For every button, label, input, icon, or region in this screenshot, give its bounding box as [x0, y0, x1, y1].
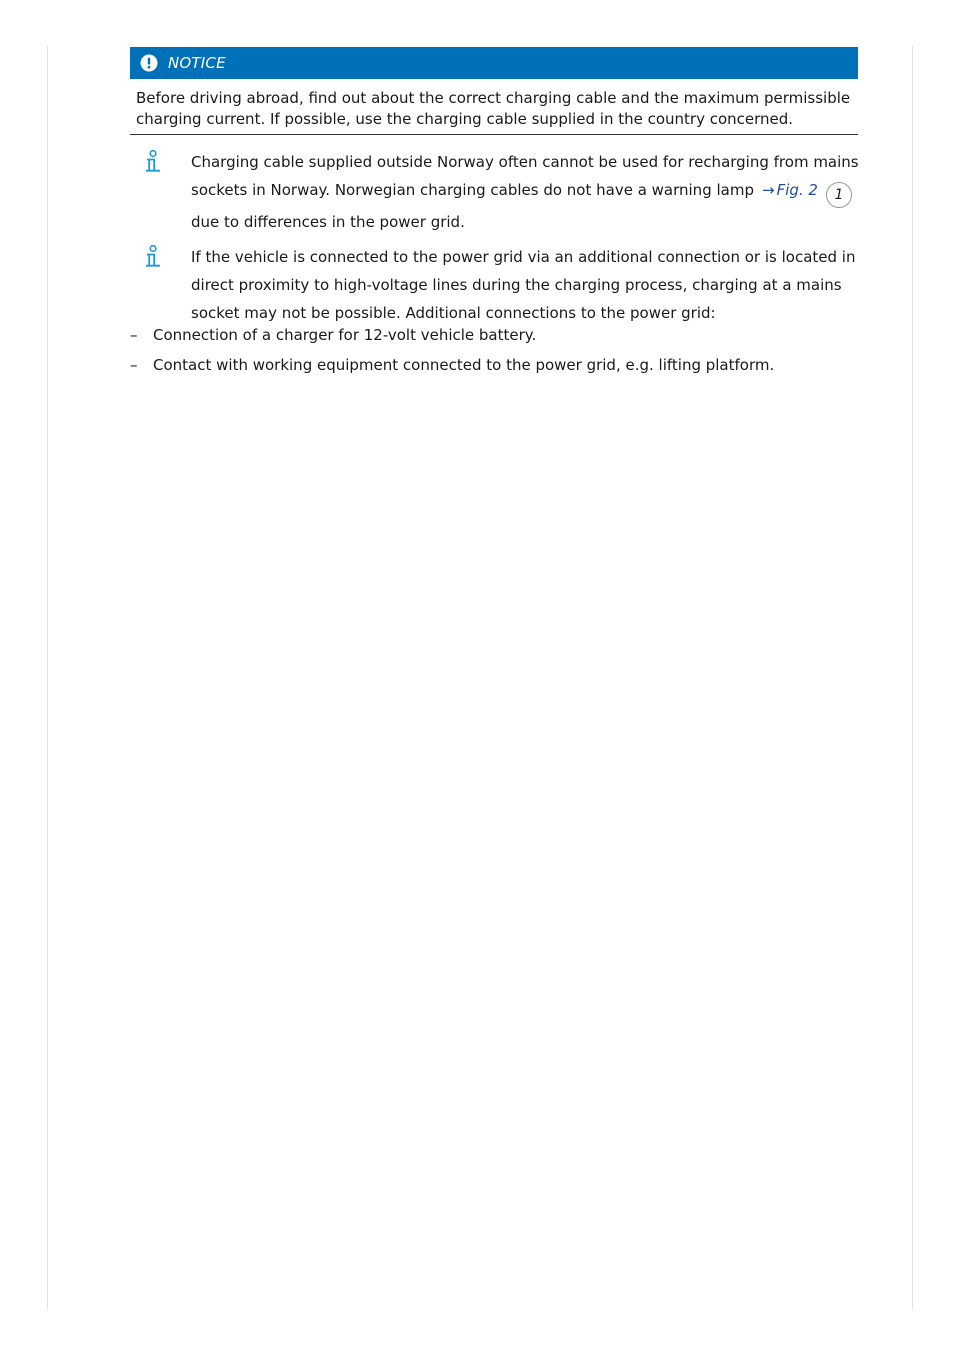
info-note-text — [191, 148, 860, 236]
page-margin-left — [47, 46, 48, 1310]
figure-reference-link[interactable] — [754, 181, 852, 203]
list-item — [130, 350, 850, 380]
info-note — [140, 148, 860, 236]
info-note-text-before: Charging cable supplied outside Norway often cannot be used for recharging from mains sockets in Norway. Norwegian charging cables do not have a warning lamp — [191, 153, 859, 199]
bullet-list — [130, 320, 850, 380]
info-note-text: If the vehicle is connected to the power grid via an additional connection or is located in direct proximity to high-voltage lines during the charging process, charging at a mains socket may not be possible. Additional connections to the power grid: — [191, 248, 856, 322]
info-icon — [144, 150, 162, 174]
arrow-right-icon: → — [761, 181, 775, 199]
info-icon — [144, 245, 162, 269]
exclamation-icon — [140, 54, 158, 72]
callout-number: 1 — [826, 182, 852, 208]
info-note — [140, 243, 860, 327]
list-item-text: Connection of a charger for 12-volt vehicle battery. — [153, 326, 537, 344]
list-item — [130, 320, 850, 350]
info-note-text-after: due to differences in the power grid. — [191, 213, 465, 231]
page-margin-right — [912, 46, 913, 1310]
notice-box — [130, 47, 858, 135]
figure-reference-label: Fig. 2 — [776, 181, 818, 199]
list-marker: – — [130, 356, 138, 374]
notice-header — [130, 47, 858, 79]
notice-title: NOTICE — [168, 54, 226, 72]
list-item-text: Contact with working equipment connected to the power grid, e.g. lifting platform. — [153, 356, 775, 374]
list-marker: – — [130, 326, 138, 344]
notice-text: Before driving abroad, find out about the correct charging cable and the maximum permissible charging current. If possible, use the charging cable supplied in the country concerned. — [130, 79, 858, 135]
